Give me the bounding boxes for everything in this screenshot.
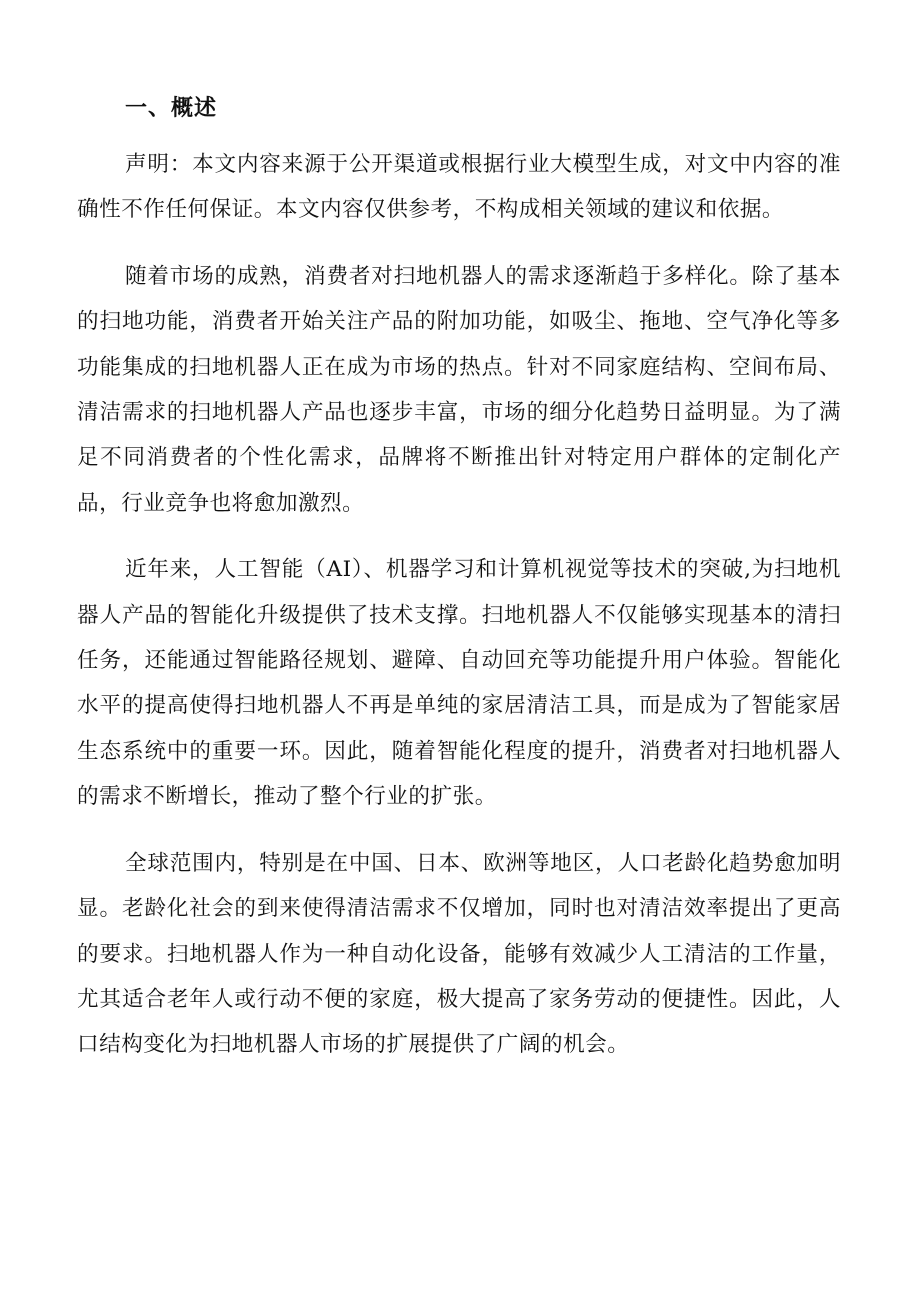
market-diversification-paragraph: 随着市场的成熟，消费者对扫地机器人的需求逐渐趋于多样化。除了基本的扫地功能，消费者开始关注产品的附加功能，如吸尘、拖地、空气净化等多功能集成的扫地机器人正在成为市场的热点。针对不同家庭结构、空间布局、清洁需求的扫地机器人产品也逐步丰富，市场的细分化趋势日益明显。为了满足不同消费者的个性化需求，品牌将不断推出针对特定用户群体的定制化产品，行业竞争也将愈加激烈。 bbox=[77, 263, 841, 516]
section-heading: 一、概述 bbox=[125, 95, 218, 121]
disclaimer-paragraph: 声明：本文内容来源于公开渠道或根据行业大模型生成，对文中内容的准确性不作任何保证。本文内容仅供参考，不构成相关领域的建议和依据。 bbox=[77, 152, 841, 223]
technology-paragraph: 近年来，人工智能（AI）、机器学习和计算机视觉等技术的突破,为扫地机器人产品的智能化升级提供了技术支撑。扫地机器人不仅能够实现基本的清扫任务，还能通过智能路径规划、避障、自动回充等功能提升用户体验。智能化水平的提高使得扫地机器人不再是单纯的家居清洁工具，而是成为了智能家居生态系统中的重要一环。因此，随着智能化程度的提升，消费者对扫地机器人的需求不断增长，推动了整个行业的扩张。 bbox=[77, 557, 841, 810]
document-body bbox=[77, 142, 841, 1089]
aging-population-paragraph: 全球范围内，特别是在中国、日本、欧洲等地区，人口老龄化趋势愈加明显。老龄化社会的到来使得清洁需求不仅增加，同时也对清洁效率提出了更高的要求。扫地机器人作为一种自动化设备，能够有效减少人工清洁的工作量，尤其适合老年人或行动不便的家庭，极大提高了家务劳动的便捷性。因此，人口结构变化为扫地机器人市场的扩展提供了广阔的机会。 bbox=[77, 850, 841, 1058]
